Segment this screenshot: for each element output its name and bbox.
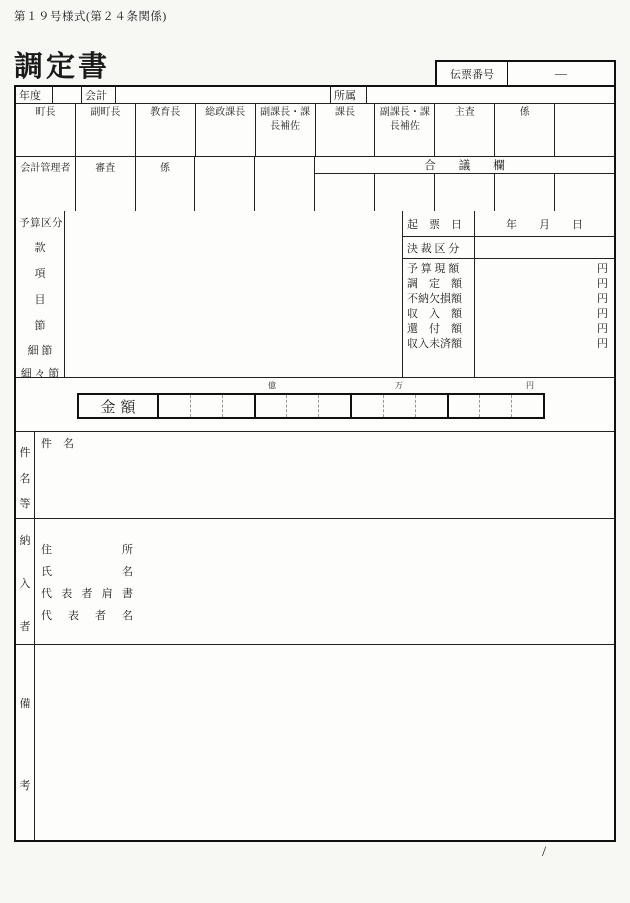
stamp-cell-general-policy-head[interactable]: 総政課長 [196, 104, 256, 156]
account-field[interactable] [116, 87, 331, 103]
budget-entry-area[interactable] [65, 211, 400, 377]
assessed-amount-label: 調 定 額 [407, 278, 462, 290]
digit-group-1 [159, 395, 256, 417]
digit-cell[interactable] [287, 395, 319, 417]
budget-current-unit: 円 [597, 263, 608, 275]
payer-name-label: 氏 名 [41, 566, 133, 578]
digit-cell[interactable] [191, 395, 223, 417]
stamp-cell-blank[interactable] [555, 104, 614, 156]
subject-section [16, 432, 614, 519]
stamp-cell-education-head[interactable]: 教育長 [136, 104, 196, 156]
approval-class-field[interactable] [475, 237, 614, 258]
digit-cell[interactable] [416, 395, 447, 417]
consultation-cell[interactable] [495, 173, 555, 211]
remarks-section [16, 645, 614, 840]
budget-level-setsu: 節 [34, 320, 46, 332]
subject-char-3: 等 [19, 498, 31, 510]
digit-cell[interactable] [449, 395, 481, 417]
payer-char-1: 納 [19, 535, 31, 547]
stamp-cell-section-chief[interactable]: 課長 [316, 104, 376, 156]
budget-section [16, 211, 614, 378]
approval-title-row [16, 104, 614, 157]
fiscal-year-field[interactable] [53, 87, 82, 103]
budget-level-saisetsu: 細 節 [27, 345, 53, 357]
stamp-cell-deputy-section-chief-1[interactable]: 副課長・課長補佐 [256, 104, 316, 156]
page-indicator: / [542, 844, 547, 860]
budget-level-ko: 項 [34, 268, 46, 280]
budget-level-column [16, 211, 65, 380]
affiliation-field[interactable] [367, 87, 614, 103]
remarks-char-2: 考 [19, 780, 31, 792]
form-code: 第１９号様式(第２４条関係) [14, 11, 167, 23]
stamp-cell-blank-2[interactable] [195, 157, 255, 211]
stamp-cell-staff-2[interactable]: 係 [136, 157, 196, 211]
digit-cell[interactable] [384, 395, 416, 417]
amount-values[interactable] [475, 259, 614, 378]
payer-rep-title-label: 代 表 者 肩 書 [41, 588, 133, 600]
subject-char-1: 件 [19, 447, 31, 459]
payer-address-label: 住 所 [41, 544, 133, 556]
outstanding-unit: 円 [597, 338, 608, 350]
payer-char-3: 者 [19, 621, 31, 633]
budget-level-saisaisetsu: 細 々 節 [20, 368, 60, 380]
subject-side-label [16, 432, 35, 518]
consultation-cell[interactable] [435, 173, 495, 211]
assessment-form [14, 85, 616, 842]
amount-label: 金額 [79, 395, 159, 417]
amounts-panel [402, 211, 614, 377]
budget-section-label: 予算区分 [19, 218, 63, 229]
digit-group-4 [449, 395, 544, 417]
digit-group-2 [256, 395, 353, 417]
payer-entry-area[interactable] [136, 519, 614, 644]
slip-number-value[interactable]: — [555, 66, 567, 80]
payer-char-2: 入 [19, 578, 31, 590]
header-row [16, 87, 614, 104]
subject-name-label: 件 名 [41, 438, 74, 450]
refund-unit: 円 [597, 323, 608, 335]
digit-cell[interactable] [319, 395, 350, 417]
issue-date-row [403, 211, 614, 237]
revenue-label: 収 入 額 [407, 308, 462, 320]
stamp-cell-deputy-mayor[interactable]: 副町長 [76, 104, 136, 156]
uncollectible-label: 不納欠損額 [407, 293, 462, 305]
amount-lines-block [403, 259, 614, 378]
refund-label: 還 付 額 [407, 323, 462, 335]
stamp-cell-examination[interactable]: 審査 [76, 157, 136, 211]
outstanding-label: 収入未済額 [407, 338, 462, 350]
fiscal-year-label: 年度 [16, 87, 53, 103]
consultation-header [315, 157, 614, 174]
digit-cell[interactable] [223, 395, 254, 417]
payer-side-label [16, 519, 35, 644]
marker-man: 万 [395, 381, 403, 390]
page-title: 調定書 [14, 51, 111, 83]
payer-rep-name-label: 代 表 者 名 [41, 610, 133, 622]
revenue-unit: 円 [597, 308, 608, 320]
payer-section [16, 519, 614, 645]
remarks-side-label [16, 645, 35, 840]
stamp-cell-blank-3[interactable] [255, 157, 315, 211]
consultation-label: 合 議 欄 [424, 160, 505, 172]
budget-current-label: 予 算 現 額 [407, 263, 460, 275]
remarks-char-1: 備 [19, 698, 31, 710]
consultation-cells [315, 173, 614, 211]
stamp-cell-mayor[interactable]: 町長 [16, 104, 76, 156]
subject-char-2: 名 [19, 473, 31, 485]
assessed-amount-unit: 円 [597, 278, 608, 290]
account-label: 会計 [82, 87, 116, 103]
marker-en: 円 [526, 381, 534, 390]
budget-level-kan: 款 [34, 242, 46, 254]
issue-date-label: 起 票 日 [403, 211, 475, 236]
digit-cell[interactable] [512, 395, 543, 417]
approval-class-row [403, 237, 614, 259]
digit-cell[interactable] [256, 395, 288, 417]
approval-second-row [16, 157, 614, 211]
approval-class-label: 決 裁 区 分 [403, 237, 475, 258]
amount-grid-section [16, 378, 614, 432]
consultation-cell[interactable] [315, 173, 375, 211]
stamp-cell-deputy-section-chief-2[interactable]: 副課長・課長補佐 [375, 104, 435, 156]
issue-date-field[interactable]: 年 月 日 [506, 218, 583, 231]
digit-cell[interactable] [352, 395, 384, 417]
consultation-cell[interactable] [555, 173, 614, 211]
digit-group-3 [352, 395, 449, 417]
uncollectible-unit: 円 [597, 293, 608, 305]
remarks-entry-area[interactable] [35, 645, 614, 840]
amount-labels [403, 259, 475, 378]
slip-number-box [435, 60, 616, 87]
subject-entry-area[interactable] [35, 432, 614, 518]
stamp-cell-chief-examiner[interactable]: 主査 [435, 104, 495, 156]
amount-box [77, 393, 545, 419]
stamp-cell-staff[interactable]: 係 [495, 104, 555, 156]
digit-cell[interactable] [159, 395, 191, 417]
slip-number-label: 伝票番号 [437, 62, 508, 85]
marker-oku: 億 [268, 381, 276, 390]
digit-cell[interactable] [480, 395, 512, 417]
budget-level-moku: 目 [34, 294, 46, 306]
stamp-cell-accounting-manager[interactable]: 会計管理者 [16, 157, 76, 211]
affiliation-label: 所属 [331, 87, 367, 103]
consultation-area [315, 157, 614, 211]
consultation-cell[interactable] [375, 173, 435, 211]
